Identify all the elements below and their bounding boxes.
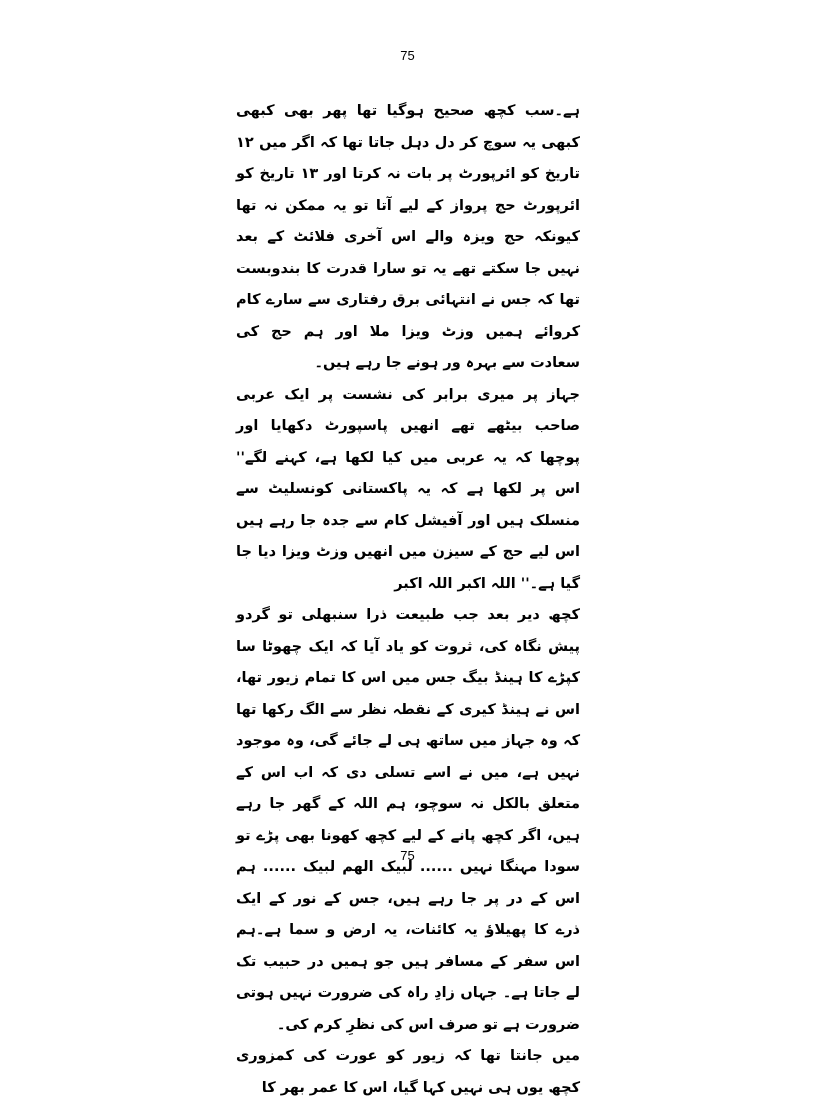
text-line: منسلک ہیں اور آفیشل کام سے جدہ جا رہے ہیں اس لیے حج کے سیزن میں انھیں وزٹ ویزا: [236, 512, 580, 560]
paragraph: [236, 1041, 580, 1104]
text-line: کھونا بھی پڑے تو سودا مہنگا نہیں ...... لبیک الھم لبیک ...... ہم اس کے در پر جا رہے: [236, 827, 580, 907]
page-number-bottom: 75: [400, 848, 415, 863]
text-line: میں جانتا تھا کہ زیور کو عورت کی کمزوری کچھ یوں ہی نہیں کہا گیا، اس کا عمر بھر کا: [236, 1048, 580, 1096]
text-line: چھوٹا سا کپڑے کا ہینڈ بیگ جس میں اس کا تمام زیور تھا، اس نے ہینڈ کیری کے نقطہ نظر سے: [236, 638, 580, 718]
text-line: جس نے انتہائی برق رفتاری سے سارے کام کروائے ہمیں وزٹ ویزا ملا اور ہم حج کی: [236, 292, 580, 340]
text-line: صرف اس کی نظرِ کرم کی۔: [276, 1016, 479, 1033]
text-line: حج ویزہ والے اس آخری فلائٹ کے بعد نہیں جا سکتے تھے یہ تو سارا قدرت کا بندوبست تھا کہ: [236, 229, 580, 308]
text-line: دیا جا گیا ہے۔'' اللہ اکبر اللہ اکبر: [236, 544, 580, 592]
paragraph: [236, 380, 580, 601]
paragraph: [236, 96, 580, 380]
text-line: جہاز پر میری برابر کی نشست پر ایک عربی صاحب بیٹھے تھے انھیں پاسپورٹ دکھایا: [236, 386, 580, 434]
text-line: ہیں جو ہمیں در حبیب تک لے جاتا ہے۔ جہاں زادِ راہ کی ضرورت نہیں ہوتی ضرورت ہے تو: [236, 953, 580, 1033]
text-line: اور پوچھا کہ یہ عربی میں کیا لکھا ہے، کہنے لگے'' اس پر لکھا ہے کہ یہ پاکستانی کونسلیٹ سے: [236, 418, 580, 497]
text-line: کچھ دیر بعد جب طبیعت ذرا سنبھلی تو گردو پیش نگاہ کی، ثروت کو یاد آیا کہ ایک: [236, 607, 580, 655]
text-line: کہ اب اس کے متعلق بالکل نہ سوچو، ہم اللہ کے گھر جا رہے ہیں، اگر کچھ پانے کے لیے کچھ: [236, 764, 580, 844]
text-line: سعادت سے بہرہ ور ہونے جا رہے ہیں۔: [314, 355, 580, 371]
text-line: ہیں، جس کے نور کے ایک ذرے کا پھیلاؤ یہ کائنات، یہ ارض و سما ہے۔ہم اس سفر کے مسافر: [236, 890, 580, 970]
text-line: الگ رکھا تھا کہ وہ جہاز میں ساتھ ہی لے جائے گی، وہ موجود نہیں ہے، میں نے اسے تسلی دی: [236, 701, 580, 781]
text-line: ائرپورٹ پر بات نہ کرتا اور ۱۳ تاریخ کو ائرپورٹ حج پرواز کے لیے آتا تو یہ ممکن نہ تھا کیونکہ: [236, 166, 580, 245]
paragraph: [236, 600, 580, 1041]
page-number-top: 75: [400, 48, 415, 63]
urdu-body-text: [236, 96, 580, 1104]
text-line: ہے۔سب کچھ صحیح ہوگیا تھا پھر بھی کبھی کبھی یہ سوچ کر دل دہل جاتا تھا کہ اگر میں ۱۲ تاریخ کو: [236, 103, 580, 182]
